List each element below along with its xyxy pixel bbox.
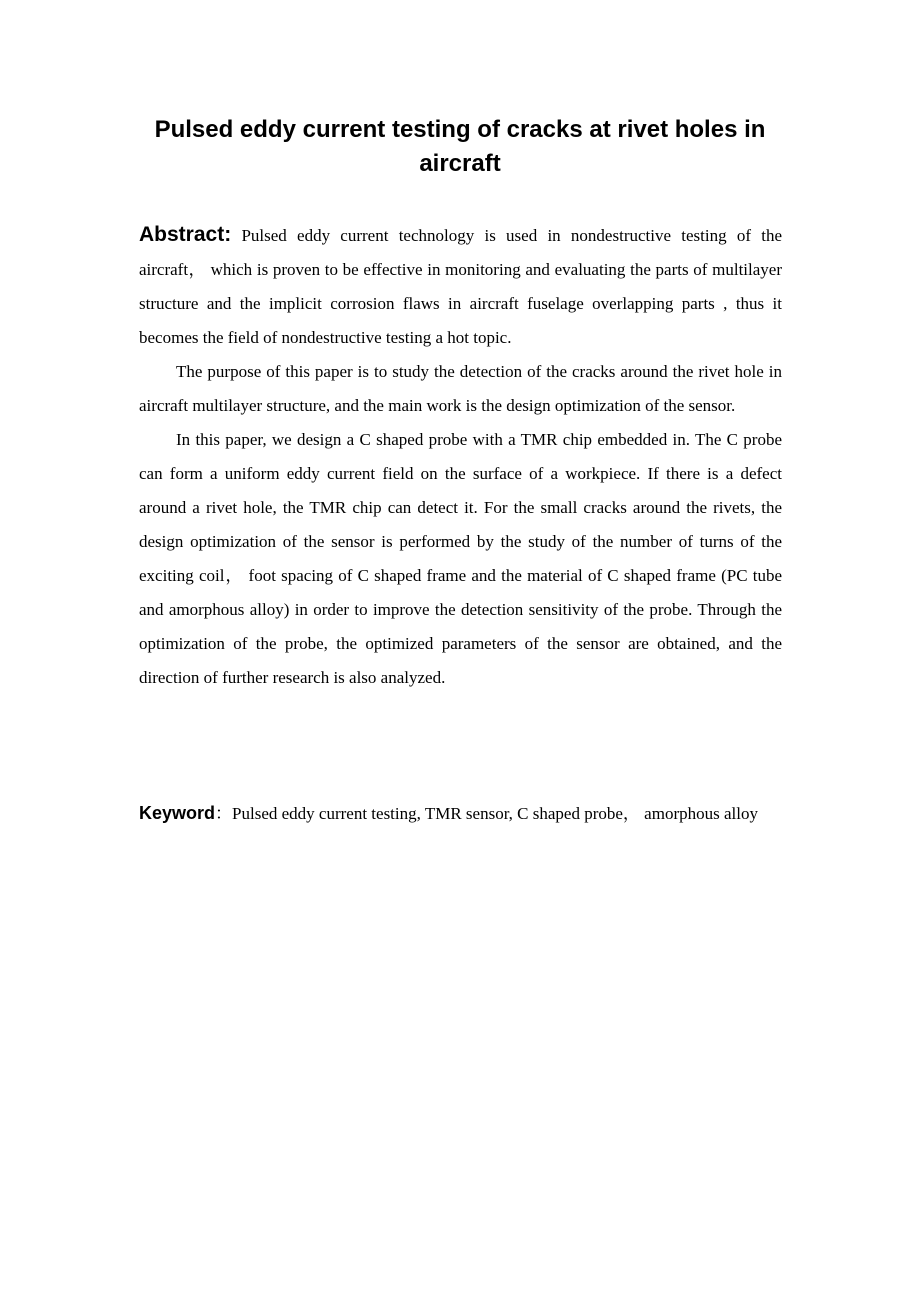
keyword-line	[139, 796, 782, 831]
abstract-paragraph-1	[139, 218, 782, 355]
abstract-paragraph-1-text: Pulsed eddy current technology is used in nondestructive testing of the aircraft， which is proven to be effective in monitoring and evaluating the parts of multilayer structure and the implicit corrosion flaws in aircraft fuselage overlapping parts , thus it becomes the field of nondestructive testing a hot topic.	[139, 226, 783, 347]
abstract-paragraph-2: The purpose of this paper is to study the detection of the cracks around the rivet hole in aircraft multilayer structure, and the main work is the design optimization of the sensor.	[139, 362, 782, 415]
keyword-separator: ：	[215, 804, 233, 823]
abstract-paragraph-3: In this paper, we design a C shaped probe with a TMR chip embedded in. The C probe can form a uniform eddy current field on the surface of a workpiece. If there is a defect around a rivet hole, the TMR chip can detect it. For the small cracks around the rivets, the design optimization of the sensor is performed by the study of the number of turns of the exciting coil， foot spacing of C shaped frame and the material of C shaped frame (PC tube and amorphous alloy) in order to improve the detection sensitivity of the probe. Through the optimization of the probe, the optimized parameters of the sensor are obtained, and the direction of further research is also analyzed.	[139, 430, 782, 687]
paper-title: Pulsed eddy current testing of cracks at rivet holes in aircraft	[154, 116, 766, 177]
keyword-label: Keyword	[139, 803, 216, 823]
abstract-label: Abstract:	[139, 223, 232, 246]
abstract-section	[139, 218, 782, 695]
keywords-text: Pulsed eddy current testing, TMR sensor, C shaped probe， amorphous alloy	[232, 804, 758, 823]
keyword-section	[139, 796, 782, 831]
